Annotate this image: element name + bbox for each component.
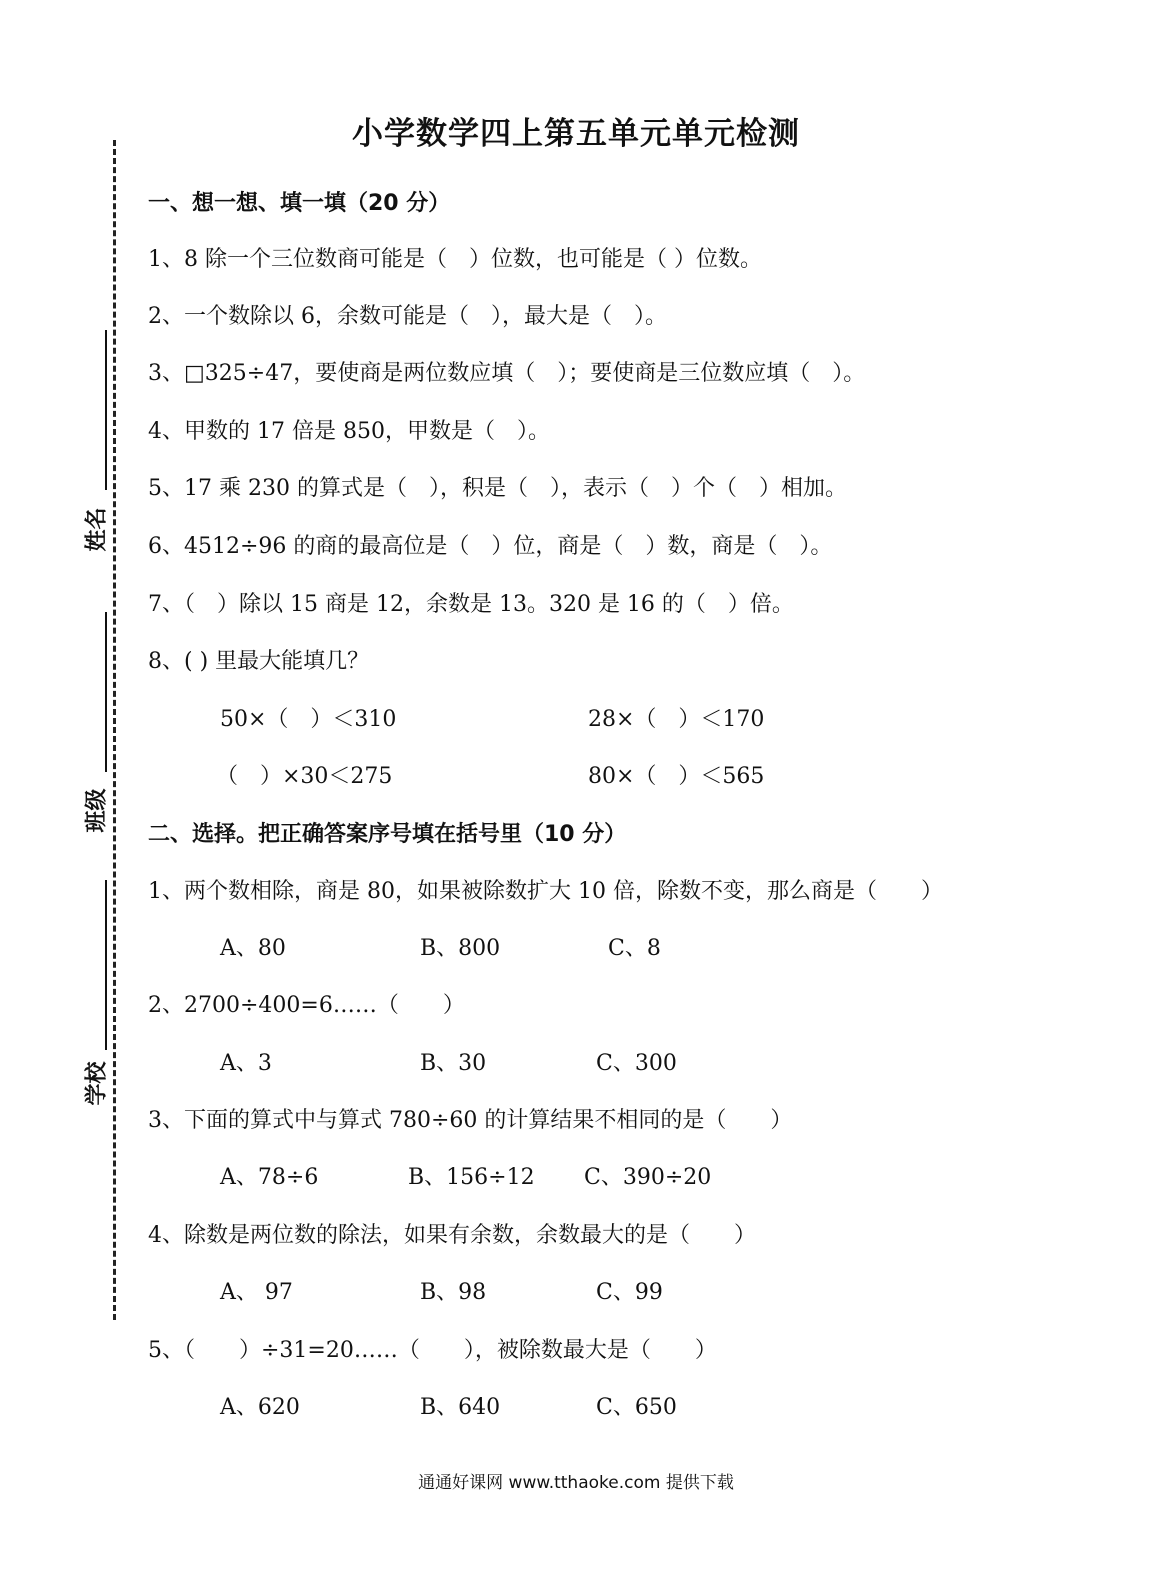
class-label: 班级: [84, 788, 110, 833]
question-1-8: 8、( ) 里最大能填几？: [148, 649, 370, 674]
q2-3-option-b: B、156÷12: [408, 1165, 535, 1190]
footer-text: 通通好课网 www.tthaoke.com 提供下载: [418, 1473, 734, 1493]
q2-5-option-b: B、640: [420, 1395, 501, 1420]
q2-4-option-a: A、 97: [220, 1280, 293, 1305]
binding-dashed-line: [113, 140, 116, 1320]
q2-2-option-b: B、30: [420, 1051, 487, 1076]
q2-4-option-c: C、99: [596, 1280, 663, 1305]
q2-4-option-b: B、98: [420, 1280, 487, 1305]
q2-5-option-a: A、620: [220, 1395, 300, 1420]
question-2-4: 4、除数是两位数的除法，如果有余数，余数最大的是（ ）: [148, 1223, 756, 1248]
page-title: 小学数学四上第五单元单元检测: [352, 116, 800, 152]
school-label: 学校: [84, 1061, 110, 1106]
q2-3-option-c: C、390÷20: [584, 1165, 712, 1190]
section1-heading: 一、想一想、填一填（20 分）: [148, 191, 451, 216]
name-underline: [105, 330, 107, 490]
q2-1-option-b: B、800: [420, 936, 501, 961]
question-1-6: 6、4512÷96 的商的最高位是（ ）位，商是（ ）数，商是（ ）。: [148, 534, 833, 559]
question-2-1: 1、两个数相除，商是 80，如果被除数扩大 10 倍，除数不变，那么商是（ ）: [148, 879, 943, 904]
q2-3-option-a: A、78÷6: [220, 1165, 319, 1190]
question-2-3: 3、下面的算式中与算式 780÷60 的计算结果不相同的是（ ）: [148, 1108, 793, 1133]
q8-item-2: 28×（ ）＜170: [588, 707, 765, 732]
section2-heading: 二、选择。把正确答案序号填在括号里（10 分）: [148, 822, 627, 847]
q2-5-option-c: C、650: [596, 1395, 677, 1420]
question-1-3: 3、□325÷47，要使商是两位数应填（ ）；要使商是三位数应填（ ）。: [148, 361, 866, 386]
question-2-5: 5、（ ）÷31=20……（ ），被除数最大是（ ）: [148, 1338, 717, 1363]
class-underline: [105, 612, 107, 772]
q8-item-4: 80×（ ）＜565: [588, 764, 765, 789]
q2-2-option-a: A、3: [220, 1051, 272, 1076]
question-1-4: 4、甲数的 17 倍是 850，甲数是（ ）。: [148, 419, 550, 444]
question-1-2: 2、一个数除以 6，余数可能是（ ），最大是（ ）。: [148, 304, 667, 329]
question-1-7: 7、（ ）除以 15 商是 12，余数是 13。320 是 16 的（ ）倍。: [148, 592, 794, 617]
question-1-5: 5、17 乘 230 的算式是（ ），积是（ ），表示（ ）个（ ）相加。: [148, 476, 847, 501]
school-underline: [105, 880, 107, 1050]
q2-2-option-c: C、300: [596, 1051, 677, 1076]
name-label: 姓名: [84, 507, 110, 552]
q2-1-option-a: A、80: [220, 936, 286, 961]
q2-1-option-c: C、8: [608, 936, 661, 961]
question-1-1: 1、8 除一个三位数商可能是（ ）位数，也可能是（ ）位数。: [148, 247, 762, 272]
q8-item-3: （ ）×30＜275: [216, 764, 393, 789]
q8-item-1: 50×（ ）＜310: [220, 707, 397, 732]
question-2-2: 2、2700÷400=6……（ ）: [148, 993, 465, 1018]
